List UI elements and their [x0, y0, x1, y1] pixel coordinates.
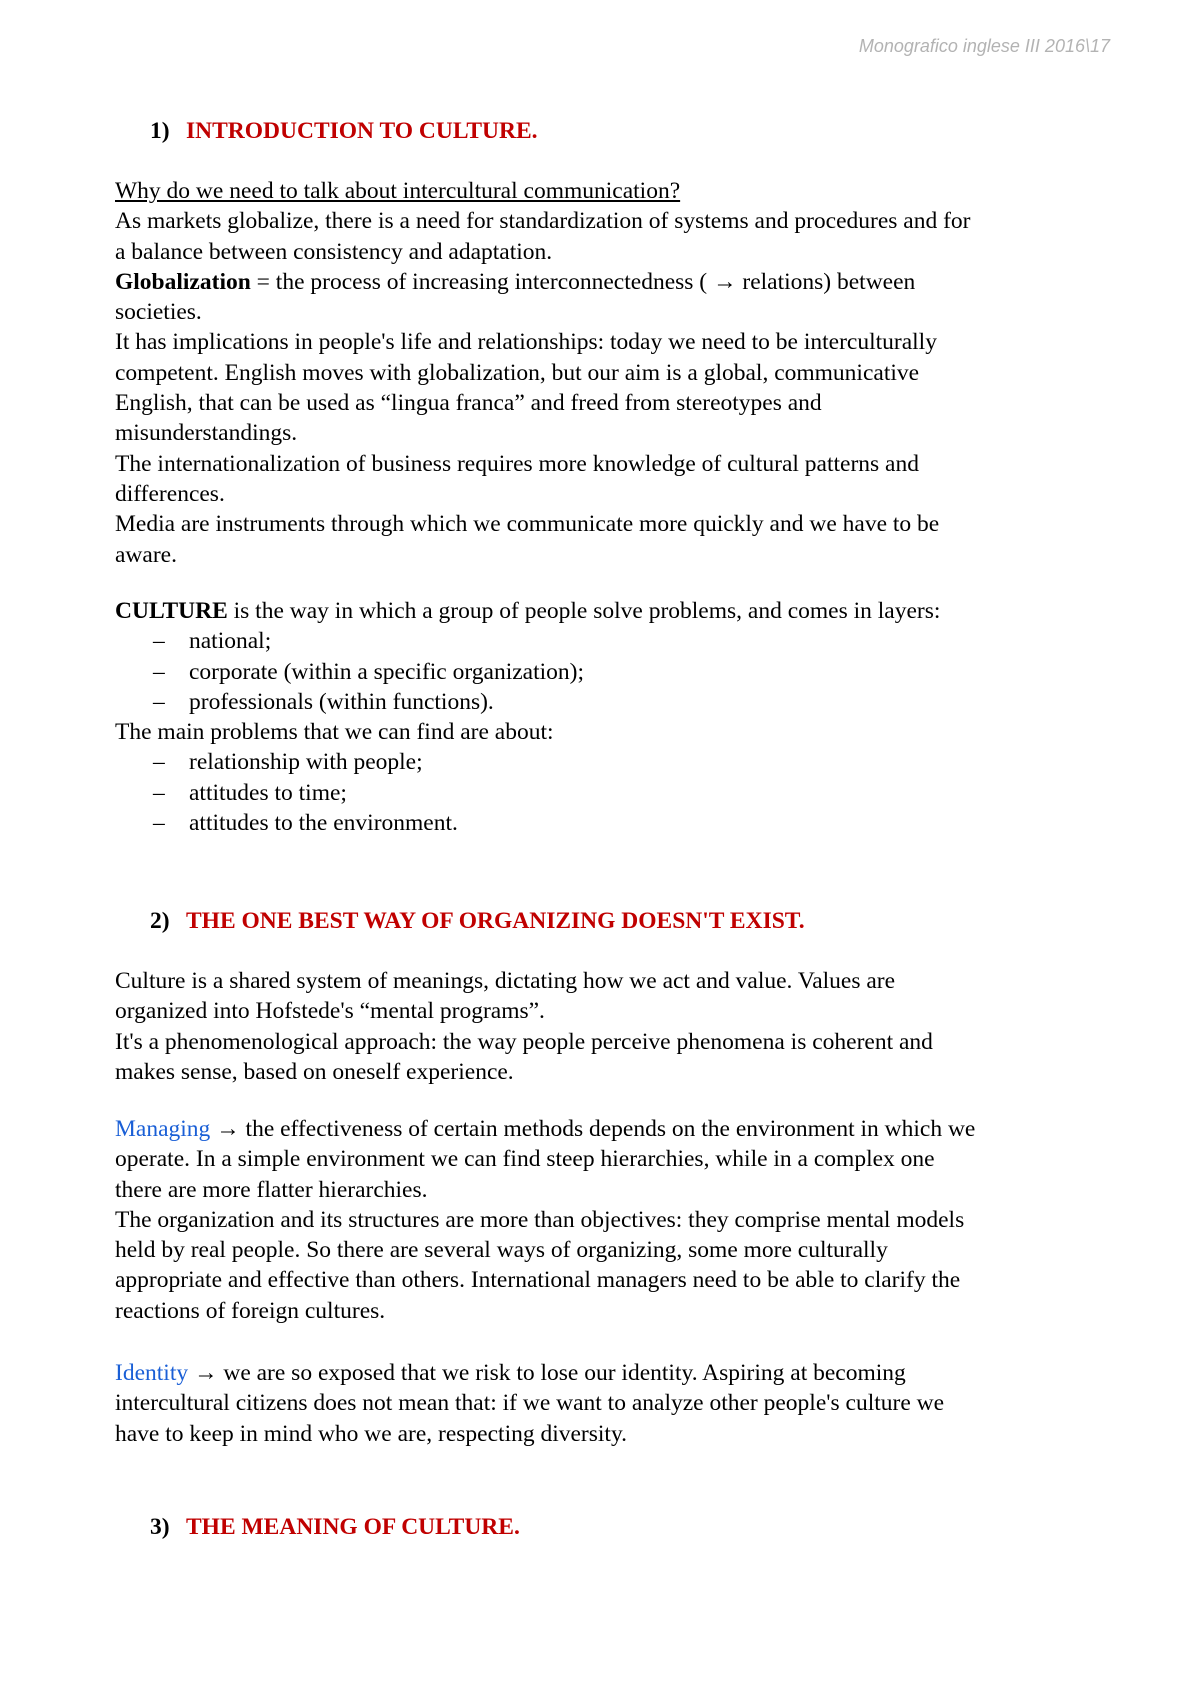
paragraph-line: a balance between consistency and adaptation.: [115, 238, 553, 265]
managing-block: [115, 1114, 1100, 1326]
culture-block: [115, 596, 1100, 838]
section-2-title: THE ONE BEST WAY OF ORGANIZING DOESN'T EXIST.: [186, 908, 805, 934]
paragraph-line: organized into Hofstede's “mental programs”.: [115, 998, 545, 1025]
paragraph-line: operate. In a simple environment we can find steep hierarchies, while in a complex one: [115, 1146, 935, 1173]
culture-definition: [115, 596, 1100, 626]
section-2-heading: [150, 906, 805, 936]
list-item: – attitudes to time;: [115, 778, 1100, 808]
intro-question: Why do we need to talk about intercultural communication?: [115, 178, 681, 204]
paragraph-line: competent. English moves with globalization, but our aim is a global, communicative: [115, 359, 920, 386]
identity-def: → we are so exposed that we risk to lose our identity. Aspiring at becoming: [188, 1360, 906, 1386]
list-item: – attitudes to the environment.: [115, 808, 1100, 838]
globalization-definition: [115, 267, 1100, 297]
managing-def: → the effectiveness of certain methods depends on the environment in which we: [210, 1116, 976, 1142]
paragraph-line: It's a phenomenological approach: the way people perceive phenomena is coherent and: [115, 1028, 933, 1055]
paragraph-line: Media are instruments through which we communicate more quickly and we have to be: [115, 511, 940, 538]
identity-block: [115, 1358, 1100, 1449]
managing-term: Managing: [115, 1116, 211, 1142]
section-2-number: 2): [150, 908, 170, 934]
paragraph-line: The internationalization of business requires more knowledge of cultural patterns and: [115, 450, 919, 477]
identity-line: [115, 1358, 1100, 1388]
section-3-title: THE MEANING OF CULTURE.: [186, 1514, 520, 1540]
paragraph-line: The organization and its structures are more than objectives: they comprise mental models: [115, 1206, 965, 1233]
section-1-number: 1): [150, 118, 170, 144]
paragraph-line: have to keep in mind who we are, respecting diversity.: [115, 1420, 628, 1447]
paragraph-line: misunderstandings.: [115, 420, 298, 447]
managing-line: [115, 1114, 1100, 1144]
paragraph-line: Culture is a shared system of meanings, dictating how we act and value. Values are: [115, 968, 896, 994]
paragraph-line: intercultural citizens does not mean that: if we want to analyze other people's culture we: [115, 1390, 945, 1417]
culture-term: CULTURE: [115, 598, 228, 624]
problems-intro: The main problems that we can find are about:: [115, 719, 554, 746]
section-1-heading: [150, 116, 538, 146]
paragraph-line: English, that can be used as “lingua franca” and freed from stereotypes and: [115, 390, 822, 417]
globalization-term: Globalization: [115, 268, 251, 295]
paragraph-line: held by real people. So there are several ways of organizing, some more culturally: [115, 1237, 888, 1264]
paragraph-line: reactions of foreign cultures.: [115, 1297, 386, 1324]
section-1-body: [115, 176, 1100, 570]
section-3-number: 3): [150, 1514, 170, 1540]
culture-def: is the way in which a group of people solve problems, and comes in layers:: [227, 598, 941, 624]
running-header: Monografico inglese III 2016\17: [858, 36, 1110, 56]
paragraph-line: appropriate and effective than others. International managers need to be able to clarify the: [115, 1267, 961, 1294]
list-item: – corporate (within a specific organization);: [115, 657, 1100, 687]
problems-list: [115, 747, 1100, 838]
section-2-body: [115, 966, 1100, 1087]
list-item: – relationship with people;: [115, 747, 1100, 777]
paragraph-line: there are more flatter hierarchies.: [115, 1176, 428, 1203]
paragraph-line: societies.: [115, 299, 202, 326]
paragraph-line: aware.: [115, 541, 177, 568]
globalization-def: = the process of increasing interconnectedness ( → relations) between: [250, 268, 916, 295]
list-item: – national;: [115, 626, 1100, 656]
paragraph-line: As markets globalize, there is a need for standardization of systems and procedures and for: [115, 208, 971, 235]
paragraph-line: differences.: [115, 480, 225, 507]
layers-list: [115, 626, 1100, 717]
list-item: – professionals (within functions).: [115, 687, 1100, 717]
section-3-heading: [150, 1512, 520, 1542]
paragraph-line: makes sense, based on oneself experience.: [115, 1058, 514, 1085]
paragraph-line: It has implications in people's life and relationships: today we need to be interculturally: [115, 329, 937, 356]
identity-term: Identity: [115, 1360, 189, 1386]
section-1-title: INTRODUCTION TO CULTURE.: [186, 118, 538, 144]
